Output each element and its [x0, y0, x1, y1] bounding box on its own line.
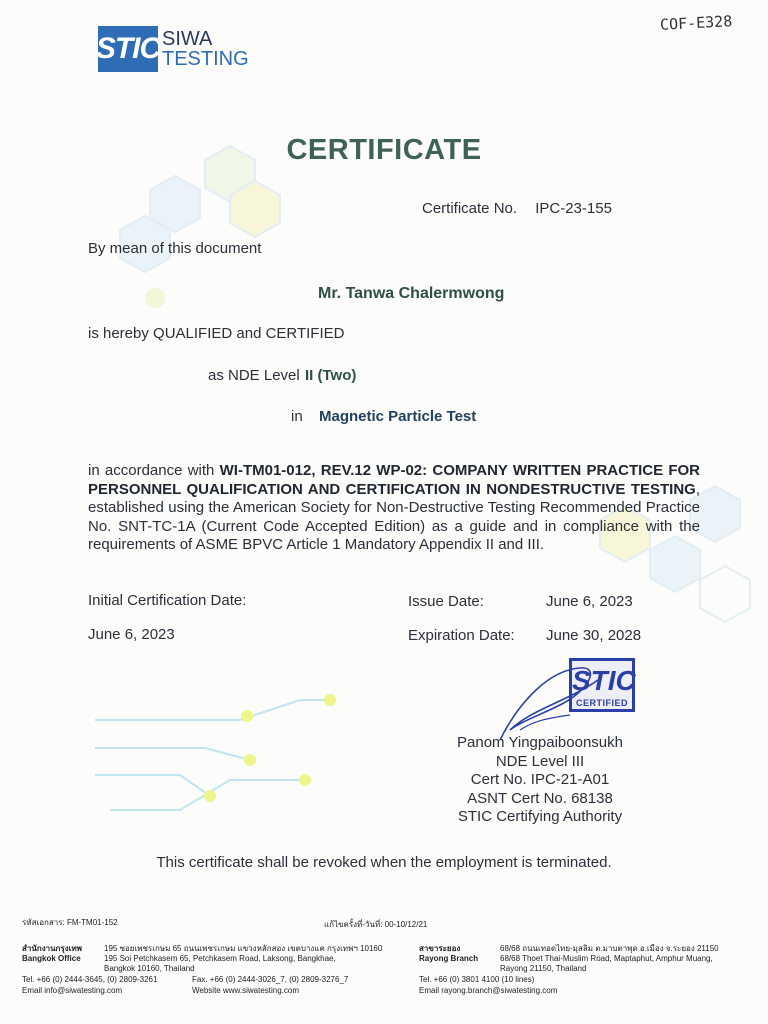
revision-info: แก้ไขครั้งที่-วันที่: 00-10/12/21	[324, 920, 428, 929]
bangkok-address	[104, 944, 404, 974]
certificate-number	[422, 200, 612, 217]
logo-mark: STIC	[98, 26, 158, 72]
signatory-level: NDE Level III	[495, 752, 585, 770]
stamp-subtext: CERTIFIED	[575, 698, 628, 708]
company-logo	[95, 26, 249, 72]
rayong-address-en2: Rayong 21150, Thailand	[500, 964, 587, 973]
certificate-number-value: IPC-23-155	[535, 200, 612, 217]
bangkok-address-en1: 195 Soi Petchkasem 65, Petchkasem Road, Laksong, Bangkhae,	[104, 954, 336, 963]
issue-date-label: Issue Date:	[408, 593, 484, 610]
level-value: II (Two)	[305, 367, 357, 384]
bangkok-tel: Tel. +66 (0) 2444-3645, (0) 2809-3261	[22, 975, 158, 984]
certified-person-name: Mr. Tanwa Chalermwong	[318, 285, 505, 302]
bangkok-fax: Fax. +66 (0) 2444-3026_7, (0) 2809-3276_7	[192, 975, 349, 984]
method-value: Magnetic Particle Test	[319, 408, 477, 425]
level-label: as NDE Level	[208, 367, 300, 384]
bangkok-address-en2: Bangkok 10160, Thailand	[104, 964, 195, 973]
expiration-date-value: June 30, 2028	[546, 627, 642, 644]
rayong-label-th: สาขาระยอง	[419, 944, 461, 953]
initial-date-value: June 6, 2023	[88, 626, 175, 643]
paragraph-lead: in accordance with	[88, 462, 215, 479]
bangkok-office-label	[22, 944, 102, 964]
signatory-name: Panom Yingpaiboonsukh	[457, 734, 623, 751]
bangkok-email[interactable]: Email info@siwatesting.com	[22, 986, 123, 995]
website-link[interactable]: Website www.siwatesting.com	[192, 986, 299, 995]
paragraph-practice: WI-TM01-012, REV.12 WP-02: COMPANY WRITTEN PRACTICE FOR PERSONNEL QUALIFICATION AND CERTIFICATION IN NONDESTRUCTIVE TESTING	[88, 462, 701, 498]
bangkok-address-th: 195 ซอยเพชรเกษม 65 ถนนเพชรเกษม แขวงหลักสอง เขตบางแค กรุงเทพฯ 10160	[104, 944, 383, 953]
rayong-address-en1: 68/68 Thoet Thai-Muslim Road, Maptaphut, Amphur Muang,	[500, 954, 713, 963]
certificate-title: CERTIFICATE	[286, 134, 482, 166]
method-label: in	[291, 408, 303, 425]
compliance-paragraph	[88, 462, 700, 555]
signatory-asnt: ASNT Cert No. 68138	[467, 789, 613, 807]
expiration-date-label: Expiration Date:	[408, 627, 515, 644]
initial-date-label: Initial Certification Date:	[88, 592, 247, 609]
rayong-branch-label	[419, 944, 499, 964]
signatory-cert: Cert No. IPC-21-A01	[470, 771, 610, 788]
handwritten-reference: COF-E328	[659, 12, 733, 34]
qualified-text: is hereby QUALIFIED and CERTIFIED	[88, 325, 345, 342]
rayong-address	[500, 944, 760, 974]
signatory-block	[440, 734, 640, 827]
rayong-address-th: 68/68 ถนนเทอดไทย-มุสลิม ต.มาบตาพุด อ.เมือง จ.ระยอง 21150	[500, 944, 719, 953]
certificate-number-label: Certificate No.	[422, 200, 518, 217]
bangkok-label-th: สำนักงานกรุงเทพ	[22, 944, 82, 953]
signatory-role: STIC Certifying Authority	[457, 808, 623, 825]
logo-line-1: SIWA	[162, 28, 213, 50]
paragraph-rest: , established using the American Society for Non-Destructive Testing Recommended Practice No. SNT-TC-1A (Current Code Accepted Edition) as a guide and in compliance with the requirements of ASME BPVC Article 1 Mandatory Appendix II and III.	[88, 480, 700, 553]
issue-date-value: June 6, 2023	[546, 593, 633, 610]
rayong-email[interactable]: Email rayong.branch@siwatesting.com	[419, 986, 558, 995]
revocation-note: This certificate shall be revoked when the employment is terminated.	[156, 854, 612, 871]
logo-line-2: TESTING	[162, 48, 249, 70]
intro-text: By mean of this document	[88, 240, 262, 257]
form-number: รหัสเอกสาร: FM-TM01-152	[22, 918, 118, 927]
stamp-mark: STIC	[572, 665, 636, 696]
rayong-tel: Tel. +66 (0) 3801 4100 (10 lines)	[419, 975, 535, 984]
rayong-label-en: Rayong Branch	[419, 954, 479, 963]
bangkok-label-en: Bangkok Office	[22, 954, 81, 963]
